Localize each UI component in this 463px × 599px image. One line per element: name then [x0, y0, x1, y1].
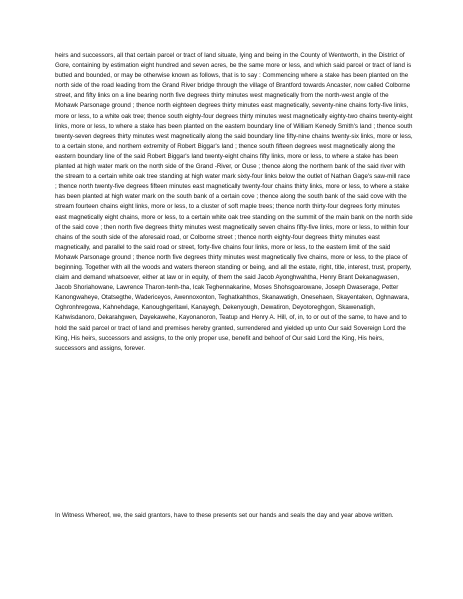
witness-closing-paragraph: In Witness Whereof, we, the said grantors, have to these presents set our hands and seals the day and year above written.: [55, 512, 394, 519]
deed-body-paragraph: heirs and successors, all that certain parcel or tract of land situate, lying and being in the County of Wentworth, in the District of Gore, containing by estimation eight hundred and seven acres, be the same more or less, and which said parcel or tract of land is butted and bounded, or may be otherwise known as follows, that is to say : Commencing where a stake has been planted on the north side of the road leading from the Grand River bridge through the village of Brantford towards Ancaster, now called Colborne street, and fifty links on a line bearing north five degrees thirty minutes west magnetically from the north-west angle of the Mohawk Parsonage ground ; thence north eighteen degrees thirty minutes east magnetically, seventy-nine chains forty-five links, more or less, to a white oak tree; thence south eighty-four degrees thirty minutes west magnetically eighty-two chains twenty-eight links, more or less, to where a stake has been planted on the eastern boundary line of William Kenedy Smith's land ; thence south twenty-seven degrees thirty minutes west magnetically along the said boundary line fifty-nine chains twenty-six links, more or less, to a certain stone, and northern extremity of Robert Biggar's land ; thence south fifteen degrees west magnetically along the eastern boundary line of the said Robert Biggar's land twenty-eight chains fifty links, more or less, to where a stake has been planted at high water mark on the north side of the Grand -River, or Ouse ; thence along the northern bank of the said river with the stream to a certain white oak tree standing at high water mark sixty-four links below the outlet of Nathan Gage's saw-mill race ; thence north twenty-five degrees fifteen minutes east magnetically twenty-four chains thirty links, more or less, to where a stake has been planted at high water mark on the south bank of a certain cove ; thence along the south bank of the said cove with the stream fourteen chains eight links, more or less, to a cluster of soft maple trees; thence north thirty-four degrees forty minutes east magnetically eight chains, more or less, to a certain white oak tree standing on the summit of the main bank on the north side of the said cove ; then north five degrees thirty minutes west magnetically seven chains fifty-five links, more or less, to within four chains of the south side of the aforesaid road, or Colborne street ; thence north eighty-four degrees thirty minutes east magnetically, and parallel to the said road or street, forty-five chains four links, more or less, to the eastern limit of the said Mohawk Parsonage ground ; thence north five degrees thirty minutes west magnetically five chains, more or less, to the place of beginning. Together with all the woods and waters thereon standing or being, and all the estate, right, title, interest, trust, property, claim and demand whatsoever, either at law or in equity, of them the said Jacob Ayonghwahtha, Henry Brant Dekanagwasen, Jacob Shoriahowane, Lawrence Tharon-tenh-tha, Icak Teghennakarine, Moses Shohsgoarowane, Joseph Dwaserage, Petter Kanongwaheye, Otatsegthe, Wadericeyos, Awennoxonton, Teghatkahthos, Skanawatigh, Onesehaen, Skayentaken, Oghnawara, Oghronhregowa, Kahnehdage, Kanoughgeritawi, Kanayegh, Dekenyough, Dewatiron, Deyotoreghgon, Skawenatigh, Kahwisdanoro, Dekarahgwen, Dayekawehe, Kayonanoron, Teatup and Henry A. Hill, of, in, to or out of the same, to have and to hold the said parcel or tract of land and premises hereby granted, surrendered and yielded up unto Our said Sovereign Lord the King, His heirs, successors and assigns, to the only proper use, benefit and behoof of Our said Lord the King, His heirs, successors and assigns, forever.: [55, 52, 413, 352]
